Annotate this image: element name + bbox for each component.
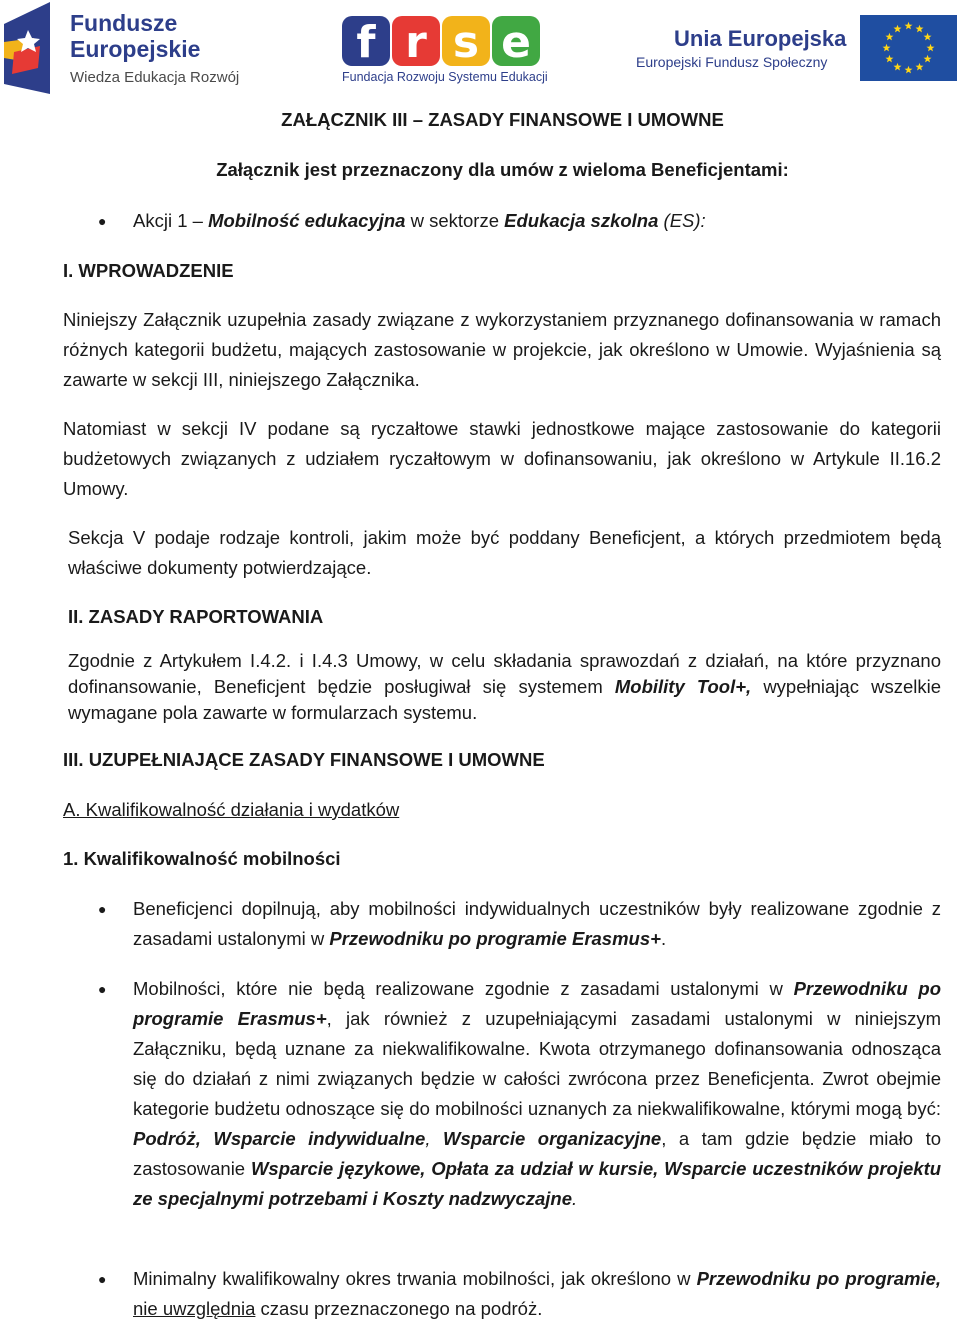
fe-line2: Europejskie [70,36,201,62]
action-text: w sektorze [405,210,505,231]
bullet-icon: ● [98,213,107,229]
section-2-paragraph [68,648,941,726]
category-travel: Podróż [133,1128,196,1149]
bullet-text: Minimalny kwalifikowalny okres trwania mobilności, jak określono w [133,1268,697,1289]
frse-logo-icon [342,16,542,68]
bullet-icon: ● [98,981,107,997]
ue-line2: Europejski Fundusz Społeczny [636,54,828,70]
subsection-1-heading: 1. Kwalifikowalność mobilności [63,848,341,869]
bullet-icon: ● [98,1271,107,1287]
svg-text:r: r [405,17,427,68]
bullet-text: Beneficjenci dopilnują, aby mobilności indywidualnych uczestników były realizowane zgodnie z zasadami ustalonymi w [133,898,941,949]
bullet-icon: ● [98,901,107,917]
header-logos [0,0,960,100]
section-1-paragraph-1: Niniejszy Załącznik uzupełnia zasady związane z wykorzystaniem przyznanego dofinansowania w ramach różnych kategorii budżetu, mających zastosowanie w projekcie, jak określono w Umowie. Wyjaśnienia są zawarte w sekcji III, niniejszego Załącznika. [63,309,941,390]
bullet-2-text [133,974,941,1214]
action-text: Akcji 1 – [133,210,209,231]
document-title: ZAŁĄCZNIK III – ZASADY FINANSOWE I UMOWNE [281,109,724,130]
fundusze-europejskie-logo-icon [4,2,54,94]
action-sector: Edukacja szkolna [504,210,659,231]
ue-line1: Unia Europejska [674,26,847,51]
sec2-text: wypełniając wszelkie wymagane pola zawarte w formularzach systemu. [68,676,941,723]
action-mobility: Mobilność edukacyjna [208,210,406,231]
action-code: (ES): [658,210,706,231]
bullet-text: Mobilności, które nie będą realizowane zgodnie z zasadami ustalonymi w [133,978,794,999]
document-subtitle: Załącznik jest przeznaczony dla umów z wieloma Beneficjentami: [216,159,789,180]
fe-line1: Fundusze [70,10,178,36]
category-organisational-support: Wsparcie organizacyjne [443,1128,662,1149]
sec2-text: Zgodnie z Artykułem I.4.2. i I.4.3 Umowy, w celu składania sprawozdań z działań, na które przyznano dofinansowanie, Beneficjent będzie posługiwał się systemem [68,650,941,697]
eu-flag-icon [860,15,957,81]
bullet-1-text [133,894,941,954]
section-2-heading: II. ZASADY RAPORTOWANIA [68,606,324,627]
underlined-phrase: nie uwzględnia [133,1298,256,1319]
mobility-tool-name: Mobility Tool+, [614,676,752,697]
bullet-text: czasu przeznaczonego na podróż. [255,1298,543,1319]
section-3-heading: III. UZUPEŁNIAJĄCE ZASADY FINANSOWE I UMOWNE [63,749,545,770]
guide-name: Przewodniku po programie Erasmus+ [329,928,661,949]
separator: , [653,1158,665,1179]
bullet-text: , a tam gdzie będzie miało to zastosowanie [133,1128,941,1179]
fundusze-europejskie-wordmark [70,12,239,85]
category-individual-support: Wsparcie indywidualne [213,1128,426,1149]
separator: i [367,1188,383,1209]
separator: , [195,1128,214,1149]
category-exceptional-costs: Koszty nadzwyczajne [382,1188,573,1209]
section-1-paragraph-2: Natomiast w sekcji IV podane są ryczałtowe stawki jednostkowe mające zastosowanie do kategorii budżetowych związanych z udziałem ryczałtowym w dofinansowaniu, jak określono w Artykule II.16.2 Umowy. [63,418,941,499]
unia-europejska-wordmark [636,28,846,69]
category-course-fee: Opłata za udział w kursie [431,1158,654,1179]
guide-name: Przewodniku po programie Erasmus+ [133,978,941,1029]
category-language-support: Wsparcie językowe [250,1158,421,1179]
frse-subtitle: Fundacja Rozwoju Systemu Edukacji [342,70,548,84]
section-1-heading: I. WPROWADZENIE [63,260,234,281]
separator: , [420,1158,432,1179]
bullet-text: . [660,928,667,949]
bullet-3-text [133,1264,941,1324]
separator: , [425,1128,444,1149]
svg-text:f: f [356,17,376,68]
section-1-paragraph-3: Sekcja V podaje rodzaje kontroli, jakim może być poddany Beneficjent, a których przedmiotem będą właściwe dokumenty potwierdzające. [68,527,941,578]
fe-line3: Wiedza Edukacja Rozwój [70,69,240,86]
guide-name: Przewodniku po programie, [696,1268,941,1289]
svg-text:s: s [452,17,480,68]
subsection-a-heading: A. Kwalifikowalność działania i wydatków [63,799,400,820]
svg-text:e: e [501,17,531,68]
separator: . [572,1188,578,1209]
action-line [133,206,706,236]
bullet-text: , jak również z uzupełniającymi zasadami ustalonymi w niniejszym Załączniku, będą uznane za niekwalifikowalne. Kwota otrzymanego dofinansowania odnosząca się do działań z nimi związanych będzie w całości zwrócona przez Beneficjenta. Zwrot obejmie kategorie budżetu odnoszące się do mobilności uznanych za niekwalifikowalne, którymi mogą być: [133,1008,941,1119]
category-special-needs: Wsparcie uczestników projektu ze specjalnymi potrzebami [133,1158,942,1209]
